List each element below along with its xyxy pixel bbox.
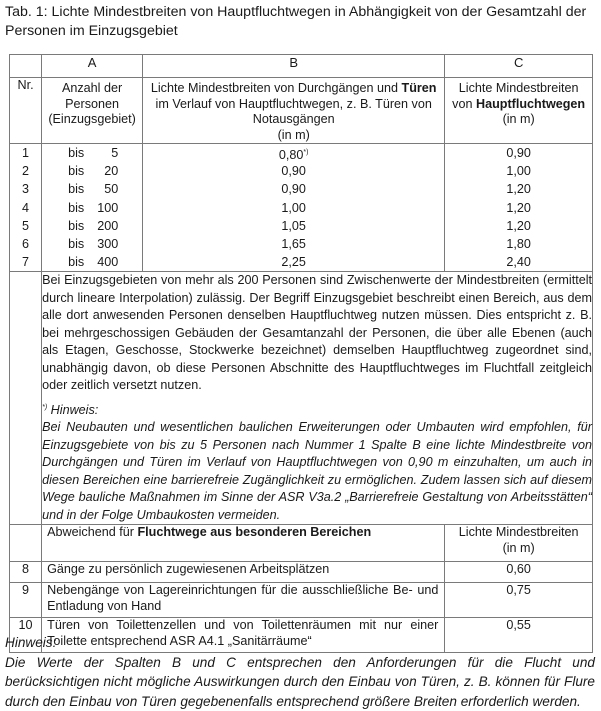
special-width-header	[445, 525, 593, 562]
escape-route-width-column	[445, 144, 593, 272]
column-letter-c: C	[445, 55, 593, 78]
row-value: 0,75	[445, 583, 593, 618]
row-value: 0,55	[445, 618, 593, 653]
escape-route-width-value: 1,20	[445, 217, 592, 235]
persons-value: 5	[84, 144, 118, 162]
row-nr: 1	[10, 144, 41, 162]
row-description: Nebengänge von Lagereinrichtungen für die ausschließliche Be- und Entladung von Hand	[42, 583, 445, 618]
doors-width-value: 1,05	[281, 219, 306, 233]
footnote-mark: *)	[42, 404, 47, 411]
special-areas-header	[42, 525, 445, 562]
bis-label: bis	[68, 219, 84, 233]
escape-route-width-value: 0,90	[445, 144, 592, 162]
special-width-header-text: Lichte Mindestbreiten	[459, 525, 579, 539]
header-b-text: Lichte Mindestbreiten von Durchgängen und	[151, 81, 402, 95]
row-nr: 3	[10, 180, 41, 198]
doors-width-value: 1,65	[281, 237, 306, 251]
persons-value: 200	[84, 217, 118, 235]
row-nr: 6	[10, 235, 41, 253]
row-description: Türen von Toilettenzellen und von Toilettenräumen mit nur einer Toilette entsprechend ASR A4.1 „Sanitärräume“	[42, 618, 445, 653]
column-letter-row	[10, 55, 593, 78]
bis-label: bis	[68, 237, 84, 251]
doors-width-cell	[143, 217, 444, 235]
header-c-bold: Hauptfluchtwegen	[476, 97, 585, 111]
nr-column	[10, 144, 42, 272]
row-nr: 2	[10, 162, 41, 180]
doors-width-cell	[143, 253, 444, 271]
header-b-text-rest: im Verlauf von Hauptfluchtwegen, z. B. Türen von Notausgängen	[156, 97, 432, 127]
doors-width-value: 1,00	[281, 201, 306, 215]
escape-route-width-value: 1,00	[445, 162, 592, 180]
column-header-row	[10, 78, 593, 144]
row-nr: 10	[10, 618, 42, 653]
persons-cell	[42, 199, 142, 217]
persons-cell	[42, 180, 142, 198]
row-nr: 8	[10, 562, 42, 583]
doors-width-cell	[143, 235, 444, 253]
special-areas-header-row	[10, 525, 593, 562]
header-b-bold: Türen	[402, 81, 437, 95]
persons-value: 300	[84, 235, 118, 253]
row-nr: 5	[10, 217, 41, 235]
row-value: 0,60	[445, 562, 593, 583]
escape-route-width-value: 1,20	[445, 199, 592, 217]
doors-width-value: 2,25	[281, 255, 306, 269]
persons-cell	[42, 217, 142, 235]
footnote-text: Bei Neubauten und wesentlichen baulichen Erweiterungen oder Umbauten wird empfohlen, für Einzugsgebiete von bis zu 5 Personen nach Nummer 1 Spalte B eine lichte Mindestbreite von Durchgängen und Türen im Verlauf von Hauptfluchtwegen von 0,90 m einzuhalten, um auch in diesen Bereichen eine barrierefreie Zugänglichkeit zu ermöglichen. Zudem lassen sich auf diesem Wege bauliche Maßnahmen im Sinne der ASR V3a.2 „Barrierefreie Gestaltung von Arbeitsstätten“ und in der Folge Umbaukosten vermeiden.	[42, 419, 592, 524]
persons-value: 100	[84, 199, 118, 217]
header-persons-text: Anzahl der Personen (Einzugsgebiet)	[48, 81, 136, 126]
header-nr: Nr.	[10, 78, 42, 144]
doors-width-column	[143, 144, 445, 272]
doors-width-cell	[143, 144, 444, 162]
bis-label: bis	[68, 164, 84, 178]
note-text: Bei Einzugsgebieten von mehr als 200 Personen sind Zwischenwerte der Mindestbreiten (ermittelt durch lineare Interpolation) zulässig. Der Begriff Einzugsgebiet beschreibt einen Bereich, aus dem alle dort anwesenden Personen denselben Hauptfluchtweg nutzen müssen. Dies entspricht z. B. bei mehrgeschossigen Gebäuden der Gesamtanzahl der Personen, die über alle Ebenen (auch als Etagen, Geschosse, Stockwerke bezeichnet) demselben Hauptfluchtweg zugeordnet sind, unabhängig davon, ob diese Personen Abschnitte des Hauptfluchtweges im Fluchtfall zeitgleich oder zeitlich versetzt nutzen.	[42, 272, 592, 395]
footer-label: Hinweis:	[5, 633, 595, 653]
header-persons	[42, 78, 143, 144]
persons-value: 400	[84, 253, 118, 271]
escape-route-width-value: 1,80	[445, 235, 592, 253]
footnote-label: Hinweis:	[47, 403, 98, 417]
column-letter-b: B	[143, 55, 445, 78]
doors-width-value: 0,90	[281, 164, 306, 178]
header-c-text: Lichte Mindestbreiten von	[452, 81, 578, 111]
special-width-header-unit: (in m)	[503, 541, 535, 555]
note-nr-empty	[10, 272, 42, 525]
persons-value: 20	[84, 162, 118, 180]
persons-cell	[42, 235, 142, 253]
column-letter-a: A	[42, 55, 143, 78]
persons-cell	[42, 144, 142, 162]
header-doors-width	[143, 78, 445, 144]
data-rows	[10, 144, 593, 272]
footnote-marker: *)	[303, 149, 308, 156]
column-letter-nr	[10, 55, 42, 78]
doors-width-value: 0,80	[279, 148, 304, 162]
doors-width-cell	[143, 180, 444, 198]
table-row	[10, 583, 593, 618]
min-width-table	[9, 54, 593, 653]
note-cell	[42, 272, 593, 525]
special-nr-empty	[10, 525, 42, 562]
doors-width-cell	[143, 162, 444, 180]
bis-label: bis	[68, 182, 84, 196]
footer-text: Die Werte der Spalten B und C entsprechen den Anforderungen für die Flucht und berücksichtigen nicht mögliche Auswirkungen durch den Einbau von Türen, z. B. können für Flure durch den Einbau von Türen gegebenenfalls entsprechend größere Breiten erforderlich werden.	[5, 653, 595, 711]
special-header-bold: Fluchtwege aus besonderen Bereichen	[137, 525, 371, 539]
bis-label: bis	[68, 146, 84, 160]
table-caption: Tab. 1: Lichte Mindestbreiten von Hauptfluchtwegen in Abhängigkeit von der Gesamtzahl der Personen im Einzugsgebiet	[5, 3, 597, 41]
escape-route-width-value: 2,40	[445, 253, 592, 271]
table-row	[10, 562, 593, 583]
header-b-unit: (in m)	[278, 128, 310, 142]
persons-cell	[42, 162, 142, 180]
persons-cell	[42, 253, 142, 271]
row-nr: 4	[10, 199, 41, 217]
note-row	[10, 272, 593, 525]
row-description: Gänge zu persönlich zugewiesenen Arbeitsplätzen	[42, 562, 445, 583]
row-nr: 9	[10, 583, 42, 618]
header-escape-route-width	[445, 78, 593, 144]
escape-route-width-value: 1,20	[445, 180, 592, 198]
doors-width-cell	[143, 199, 444, 217]
persons-value: 50	[84, 180, 118, 198]
persons-column	[42, 144, 143, 272]
footnote-heading	[42, 399, 592, 420]
bis-label: bis	[68, 201, 84, 215]
row-nr: 7	[10, 253, 41, 271]
bis-label: bis	[68, 255, 84, 269]
footer-note	[5, 633, 595, 711]
header-c-unit: (in m)	[503, 112, 535, 126]
special-header-text: Abweichend für	[47, 525, 137, 539]
doors-width-value: 0,90	[281, 182, 306, 196]
